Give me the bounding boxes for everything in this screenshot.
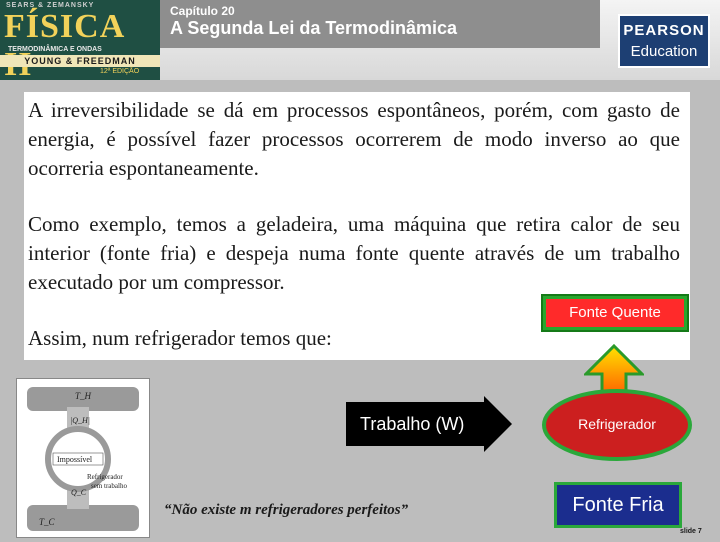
chapter-band <box>160 0 600 48</box>
book-edition: 12ª EDIÇÃO <box>100 68 140 75</box>
refrigerator-label: Refrigerador <box>578 416 656 432</box>
hot-source-label: Fonte Quente <box>546 299 684 327</box>
diagram-qh: |Q_H| <box>70 416 90 425</box>
hot-source-box <box>541 294 689 332</box>
publisher-name: PEARSON <box>623 22 705 39</box>
book-names: YOUNG & FREEDMAN <box>0 55 160 67</box>
quote-text: “Não existe m refrigeradores perfeitos” <box>164 502 409 518</box>
book-authors: SEARS & ZEMANSKY <box>6 2 95 9</box>
diagram-figure <box>17 379 149 537</box>
diagram-note-1: Refrigerador <box>87 473 123 481</box>
cold-source-box: Fonte Fria <box>554 482 682 528</box>
paragraph-3: Assim, num refrigerador temos que: <box>28 326 332 350</box>
diagram-tc: T_C <box>39 517 55 527</box>
diagram-th: T_H <box>75 391 92 401</box>
slide-header <box>0 0 720 80</box>
work-arrow-label-wrap <box>346 396 512 452</box>
publisher-sub: Education <box>630 43 698 60</box>
paragraph-1: A irreversibilidade se dá em processos espontâneos, porém, com gasto de energia, é possível fazer processos ocorrerem de modo inverso ao que ocorreria espontaneamente. <box>28 98 680 180</box>
paragraph-2: Como exemplo, temos a geladeira, uma máquina que retira calor de seu interior (fonte fria) e despeja numa fonte quente através de um trabalho executado por um compressor. <box>28 212 680 294</box>
work-label: Trabalho (W) <box>360 414 465 434</box>
refrigerator-label-wrap <box>541 388 693 462</box>
slide-number: slide 7 <box>680 528 702 535</box>
book-subtitle: TERMODINÂMICA E ONDAS <box>8 46 102 53</box>
impossible-refrigerator-diagram <box>16 378 150 538</box>
book-title: FÍSICA <box>4 8 124 45</box>
diagram-note-2: sem trabalho <box>91 482 127 490</box>
diagram-impossible: Impossível <box>57 455 93 464</box>
chapter-title: A Segunda Lei da Termodinâmica <box>170 18 458 38</box>
chapter-label: Capítulo 20 <box>170 4 235 18</box>
book-cover-logo <box>0 0 160 80</box>
publisher-logo <box>618 14 710 68</box>
diagram-qc: Q_C <box>71 488 87 497</box>
